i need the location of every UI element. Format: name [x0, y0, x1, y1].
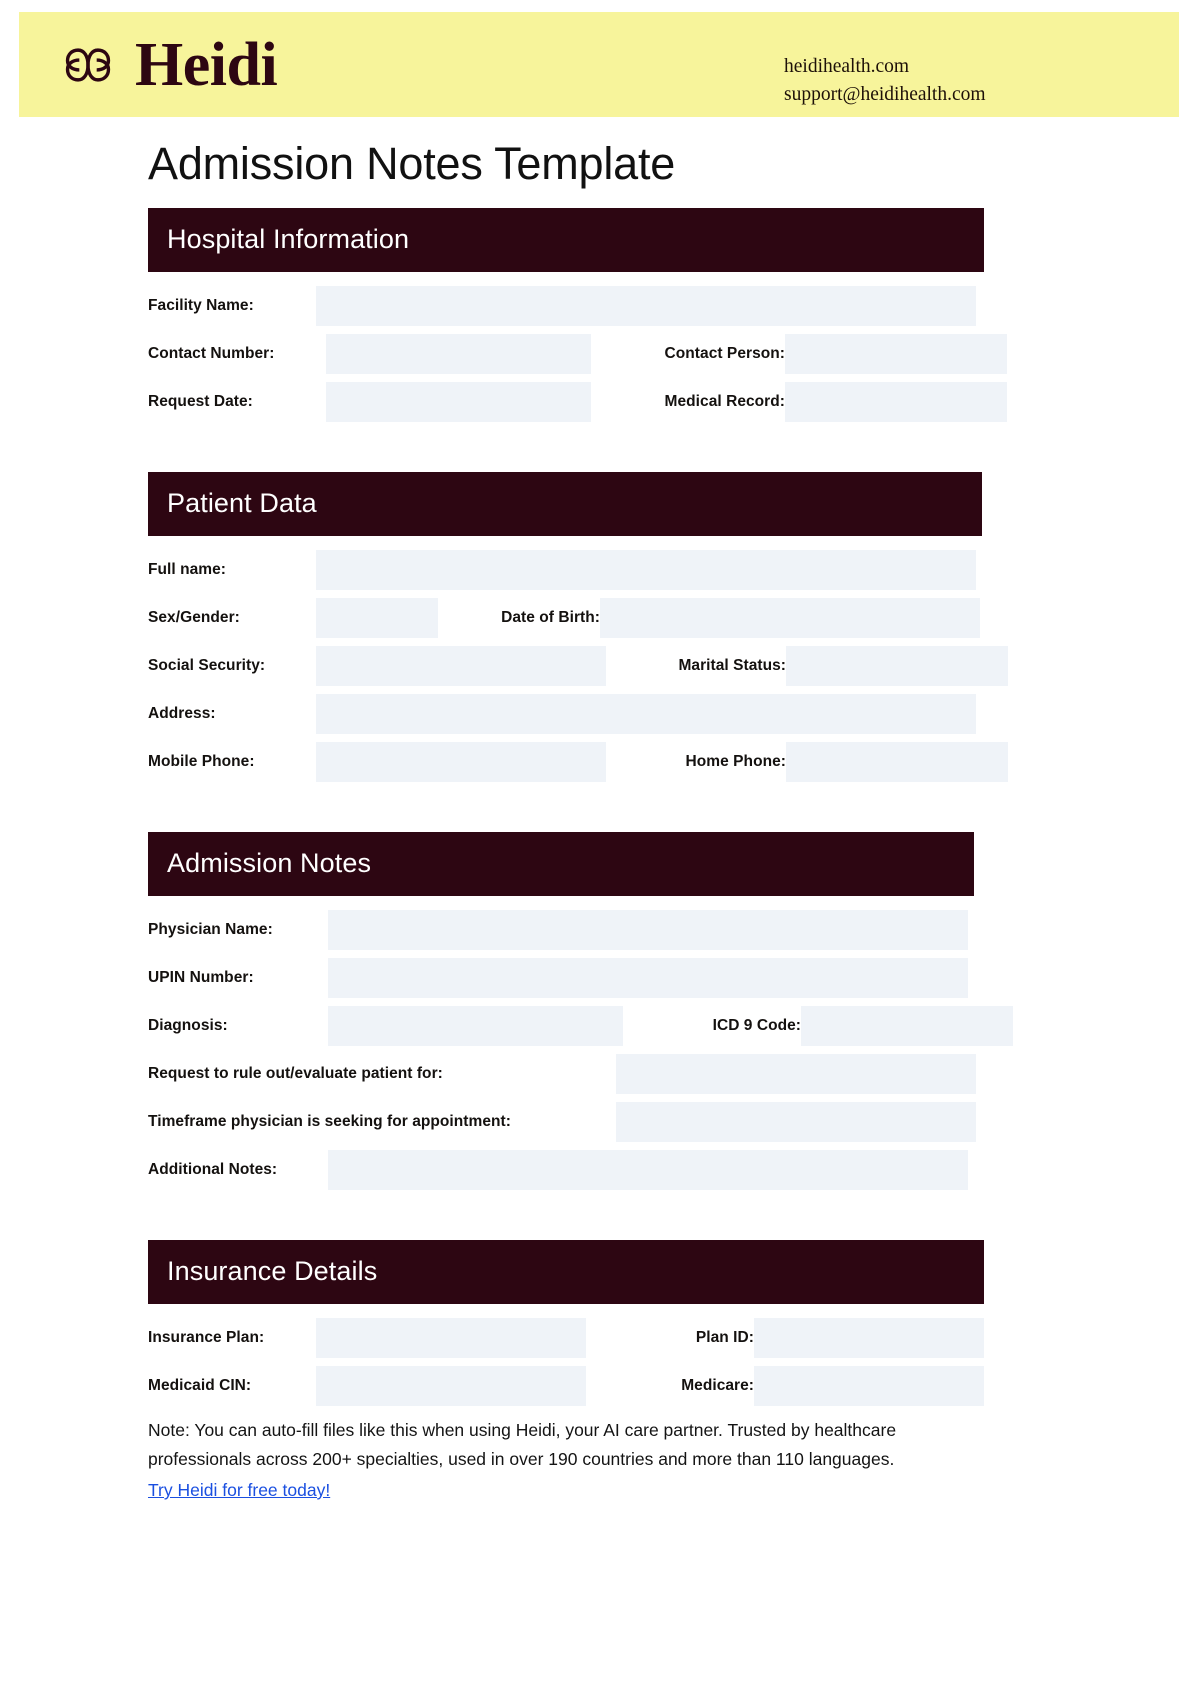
section-patient-data [148, 472, 1148, 832]
field-rows-patient-data [148, 536, 1148, 782]
input-diagnosis[interactable] [328, 1006, 623, 1046]
label-icd-9-code: ICD 9 Code: [712, 1017, 801, 1034]
label-medical-record: Medical Record: [664, 393, 785, 410]
label-social-security: Social Security: [148, 657, 266, 674]
form-row [148, 1102, 1148, 1142]
label-contact-person: Contact Person: [664, 345, 785, 362]
label-marital-status: Marital Status: [678, 657, 786, 674]
input-request-to-rule-out-evaluate-patient-for[interactable] [616, 1054, 976, 1094]
brand-name: Heidi [135, 30, 278, 99]
input-request-date[interactable] [326, 382, 591, 422]
section-hospital-information [148, 208, 1148, 472]
heidi-logo [57, 30, 278, 99]
label-mobile-phone: Mobile Phone: [148, 753, 255, 770]
section-header-patient-data: Patient Data [148, 472, 982, 536]
label-diagnosis: Diagnosis: [148, 1017, 228, 1034]
input-icd-9-code[interactable] [801, 1006, 1013, 1046]
brand-website: heidihealth.com [784, 56, 910, 77]
input-social-security[interactable] [316, 646, 606, 686]
label-upin-number: UPIN Number: [148, 969, 254, 986]
label-additional-notes: Additional Notes: [148, 1161, 278, 1178]
label-home-phone: Home Phone: [685, 753, 786, 770]
input-additional-notes[interactable] [328, 1150, 968, 1190]
input-plan-id[interactable] [754, 1318, 984, 1358]
label-physician-name: Physician Name: [148, 921, 273, 938]
footer-note [148, 1416, 980, 1505]
form-row [148, 598, 1148, 638]
form-row [148, 1318, 1148, 1358]
input-physician-name[interactable] [328, 910, 968, 950]
input-facility-name[interactable] [316, 286, 976, 326]
input-full-name[interactable] [316, 550, 976, 590]
label-address: Address: [148, 705, 216, 722]
label-contact-number: Contact Number: [148, 345, 275, 362]
form-row [148, 334, 1148, 374]
field-rows-hospital-information [148, 272, 1148, 422]
brand-banner [19, 12, 1179, 117]
page-title: Admission Notes Template [148, 138, 676, 189]
form-row [148, 286, 1148, 326]
input-home-phone[interactable] [786, 742, 1008, 782]
form-row [148, 1054, 1148, 1094]
input-contact-person[interactable] [785, 334, 1007, 374]
section-spacer [148, 790, 1148, 832]
input-upin-number[interactable] [328, 958, 968, 998]
input-medical-record[interactable] [785, 382, 1007, 422]
label-medicaid-cin: Medicaid CIN: [148, 1377, 252, 1394]
input-contact-number[interactable] [326, 334, 591, 374]
field-rows-insurance-details [148, 1304, 1148, 1406]
footer-note-text: Note: You can auto-fill files like this when using Heidi, your AI care partner. Trusted by healthcare professionals across 200+ specialties, used in over 190 countries and more than 110 languages. [148, 1420, 897, 1469]
form-row [148, 1150, 1148, 1190]
section-admission-notes [148, 832, 1148, 1240]
form-row [148, 742, 1148, 782]
heidi-clover-logo-icon [57, 34, 119, 96]
label-timeframe-physician-is-seeking-for-appointment: Timeframe physician is seeking for appointment: [148, 1113, 511, 1130]
form-row [148, 550, 1148, 590]
label-insurance-plan: Insurance Plan: [148, 1329, 265, 1346]
form-body [148, 208, 1148, 1456]
form-row [148, 910, 1148, 950]
input-insurance-plan[interactable] [316, 1318, 586, 1358]
brand-contact-info [784, 53, 986, 108]
input-medicare[interactable] [754, 1366, 984, 1406]
form-row [148, 1006, 1148, 1046]
section-header-insurance-details: Insurance Details [148, 1240, 984, 1304]
input-date-of-birth[interactable] [600, 598, 980, 638]
field-rows-admission-notes [148, 896, 1148, 1190]
label-full-name: Full name: [148, 561, 227, 578]
input-mobile-phone[interactable] [316, 742, 606, 782]
section-spacer [148, 430, 1148, 472]
form-row [148, 958, 1148, 998]
form-row [148, 382, 1148, 422]
label-facility-name: Facility Name: [148, 297, 254, 314]
brand-email: support@heidihealth.com [784, 83, 986, 105]
form-row [148, 1366, 1148, 1406]
input-medicaid-cin[interactable] [316, 1366, 586, 1406]
section-header-hospital-information: Hospital Information [148, 208, 984, 272]
section-spacer [148, 1198, 1148, 1240]
label-date-of-birth: Date of Birth: [501, 609, 600, 626]
label-medicare: Medicare: [681, 1377, 754, 1394]
input-timeframe-physician-is-seeking-for-appointment[interactable] [616, 1102, 976, 1142]
label-request-date: Request Date: [148, 393, 253, 410]
input-marital-status[interactable] [786, 646, 1008, 686]
label-request-to-rule-out-evaluate-patient-for: Request to rule out/evaluate patient for: [148, 1065, 443, 1082]
input-sex-gender[interactable] [316, 598, 438, 638]
form-row [148, 646, 1148, 686]
try-heidi-link[interactable]: Try Heidi for free today! [148, 1480, 331, 1501]
form-row [148, 694, 1148, 734]
section-header-admission-notes: Admission Notes [148, 832, 974, 896]
input-address[interactable] [316, 694, 976, 734]
label-plan-id: Plan ID: [695, 1329, 754, 1346]
label-sex-gender: Sex/Gender: [148, 609, 240, 626]
